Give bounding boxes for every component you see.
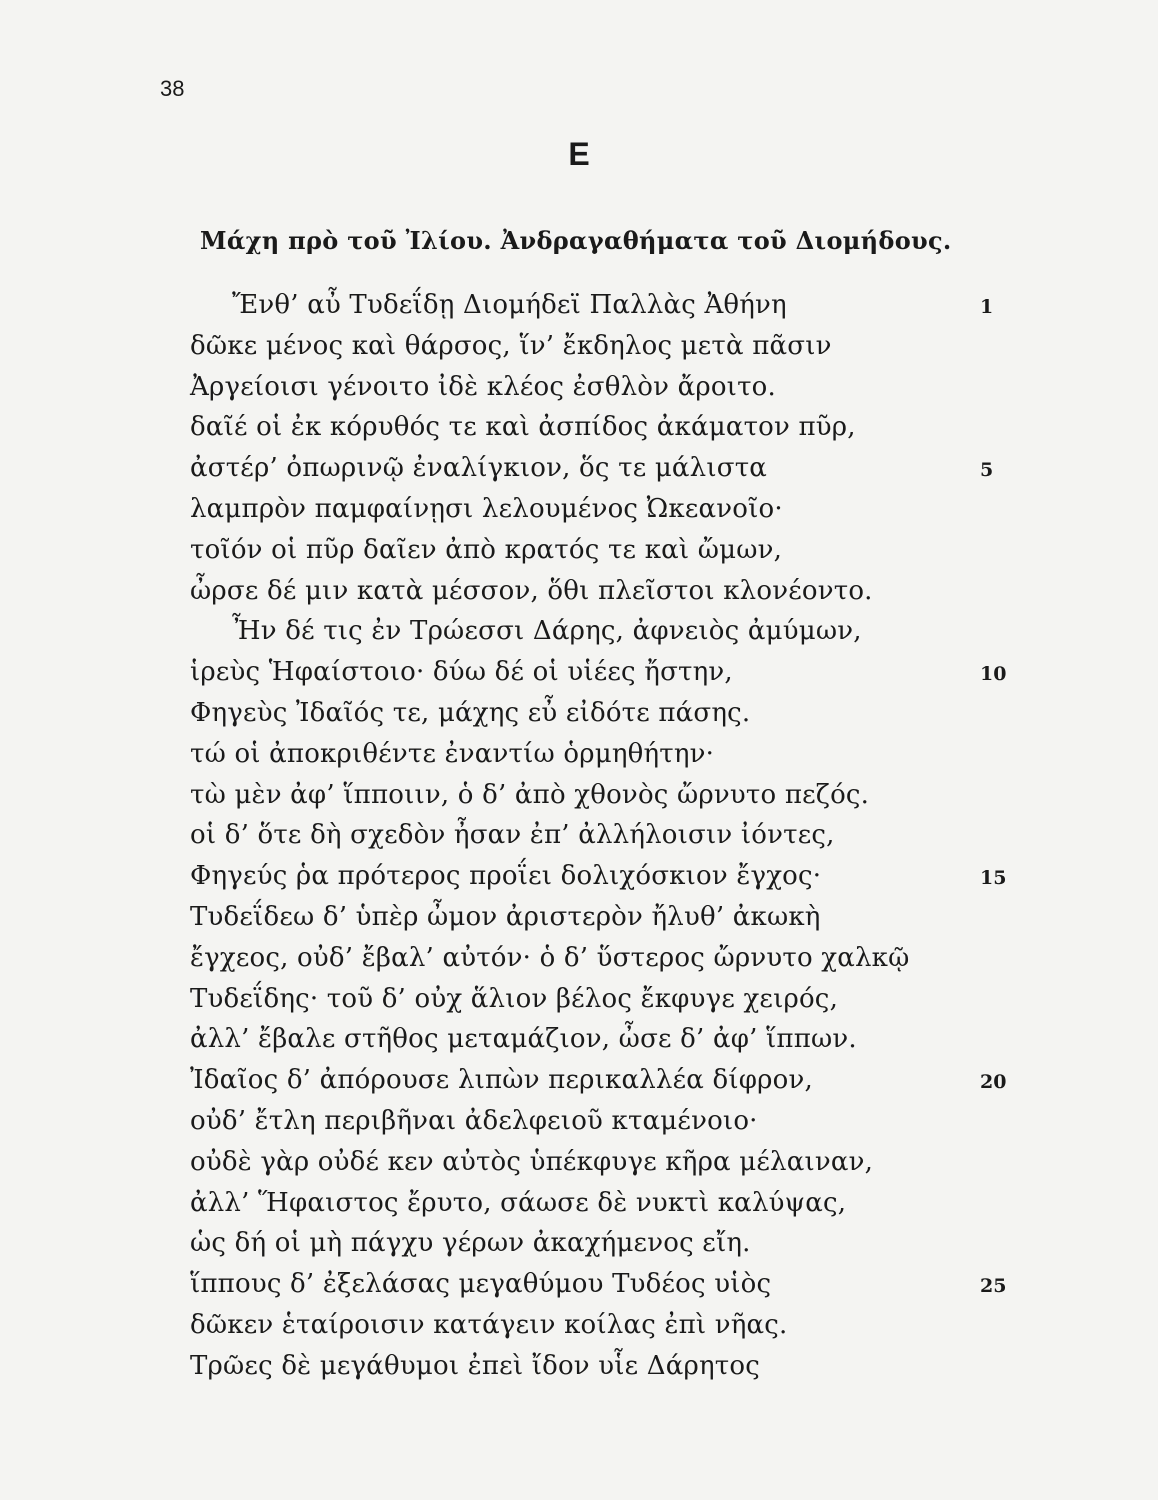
verse-line: [0, 1188, 1158, 1228]
line-number: 15: [980, 867, 1007, 890]
verse-text: Φηγεύς ῥα πρότερος προΐει δολιχόσκιον ἔγχος·: [190, 861, 822, 892]
verse-text: ἀλλ’ ἔβαλε στῆθος μεταμάζιον, ὦσε δ’ ἀφ’ ἵππων.: [190, 1024, 857, 1055]
verse-line: [0, 1228, 1158, 1268]
verse-text: Τυδεΐδης· τοῦ δ’ οὐχ ἅλιον βέλος ἔκφυγε χειρός,: [190, 983, 839, 1014]
verse-text: τοῖόν οἱ πῦρ δαῖεν ἀπὸ κρατός τε καὶ ὤμων,: [190, 534, 783, 565]
line-number: 1: [980, 296, 994, 318]
book-letter-heading: Ε: [568, 136, 590, 172]
line-number: 10: [980, 663, 1007, 686]
verse-line: [0, 453, 1158, 493]
line-number: 25: [980, 1275, 1007, 1298]
verse-line: [0, 657, 1158, 697]
verse-text: δαῖέ οἱ ἐκ κόρυθός τε καὶ ἀσπίδος ἀκάματον πῦρ,: [190, 412, 856, 443]
verse-text: τώ οἱ ἀποκριθέντε ἐναντίω ὁρμηθήτην·: [190, 738, 715, 769]
verse-text: ἀστέρ’ ὀπωρινῷ ἐναλίγκιον, ὅς τε μάλιστα: [190, 453, 768, 484]
verse-text: δῶκεν ἑταίροισιν κατάγειν κοίλας ἐπὶ νῆας.: [190, 1310, 788, 1340]
verse-text: ἔγχεος, οὐδ’ ἔβαλ’ αὐτόν· ὁ δ’ ὕστερος ὤρνυτο χαλκῷ: [190, 942, 910, 973]
verse-text: Ἀργείοισι γένοιτο ἰδὲ κλέος ἐσθλὸν ἄροιτο.: [190, 371, 776, 402]
verse-line: [0, 494, 1158, 534]
verse-line: [0, 739, 1158, 779]
verse-line: [0, 820, 1158, 860]
verse-line: [0, 698, 1158, 738]
verse-text: οὐδ’ ἔτλη περιβῆναι ἀδελφειοῦ κταμένοιο·: [190, 1106, 758, 1136]
verse-line: [0, 1106, 1158, 1146]
verse-line: [0, 576, 1158, 616]
line-number: 5: [980, 459, 994, 482]
verse-text: Ἦν δέ τις ἐν Τρώεσσι Δάρης, ἀφνειὸς ἀμύμων,: [232, 616, 862, 647]
verse-text: Τυδεΐδεω δ’ ὑπὲρ ὦμον ἀριστερὸν ἤλυθ’ ἀκωκὴ: [190, 902, 821, 932]
verse-line: [0, 1065, 1158, 1105]
verse-text: ἀλλ’ Ἥφαιστος ἔρυτο, σάωσε δὲ νυκτὶ καλύψας,: [190, 1187, 847, 1218]
verse-line: [0, 943, 1158, 983]
verse-line: [0, 535, 1158, 575]
verse-line: [0, 984, 1158, 1024]
verse-text: ὡς δή οἱ μὴ πάγχυ γέρων ἀκαχήμενος εἴη.: [190, 1228, 751, 1259]
verse-text: οἱ δ’ ὅτε δὴ σχεδὸν ἦσαν ἐπ’ ἀλλήλοισιν ἰόντες,: [190, 820, 835, 851]
verse-line: [0, 331, 1158, 371]
verse-text: ἱρεὺς Ἡφαίστοιο· δύω δέ οἱ υἱέες ἤστην,: [190, 657, 733, 688]
verse-line: [0, 412, 1158, 452]
verse-text: Ἰδαῖος δ’ ἀπόρουσε λιπὼν περικαλλέα δίφρον,: [190, 1065, 813, 1096]
verse-text: οὐδὲ γὰρ οὐδέ κεν αὐτὸς ὑπέκφυγε κῆρα μέλαιναν,: [190, 1146, 874, 1177]
verse-text: Φηγεὺς Ἰδαῖός τε, μάχης εὖ εἰδότε πάσης.: [190, 698, 751, 728]
verse-text: Ἔνθ’ αὖ Τυδεΐδῃ Διομήδεϊ Παλλὰς Ἀθήνη: [232, 290, 787, 320]
verse-text: ὦρσε δέ μιν κατὰ μέσσον, ὅθι πλεῖστοι κλονέοντο.: [190, 575, 873, 606]
verse-line: [0, 1351, 1158, 1391]
page-number: 38: [160, 76, 185, 101]
verse-line: [0, 1269, 1158, 1309]
verse-line: [0, 780, 1158, 820]
verse-line: [0, 616, 1158, 656]
line-number: 20: [980, 1071, 1007, 1094]
verse-text: Τρῶες δὲ μεγάθυμοι ἐπεὶ ἴδον υἷε Δάρητος: [190, 1350, 760, 1381]
verse-text: τὼ μὲν ἀφ’ ἵπποιιν, ὁ δ’ ἀπὸ χθονὸς ὤρνυτο πεζός.: [190, 779, 870, 810]
verse-line: [0, 902, 1158, 942]
chapter-title: Μάχη πρὸ τοῦ Ἰλίου. Ἀνδραγαθήματα τοῦ Διομήδους.: [200, 226, 952, 255]
verse-line: [0, 1310, 1158, 1350]
verse-text: ἵππους δ’ ἐξελάσας μεγαθύμου Τυδέος υἱὸς: [190, 1269, 772, 1300]
verse-line: [0, 372, 1158, 412]
verse-text: δῶκε μένος καὶ θάρσος, ἵν’ ἔκδηλος μετὰ πᾶσιν: [190, 330, 832, 361]
verse-line: [0, 1147, 1158, 1187]
verse-line: [0, 861, 1158, 901]
verse-line: [0, 290, 1158, 330]
verse-line: [0, 1024, 1158, 1064]
verse-text: λαμπρὸν παμφαίνῃσι λελουμένος Ὠκεανοῖο·: [190, 494, 783, 524]
